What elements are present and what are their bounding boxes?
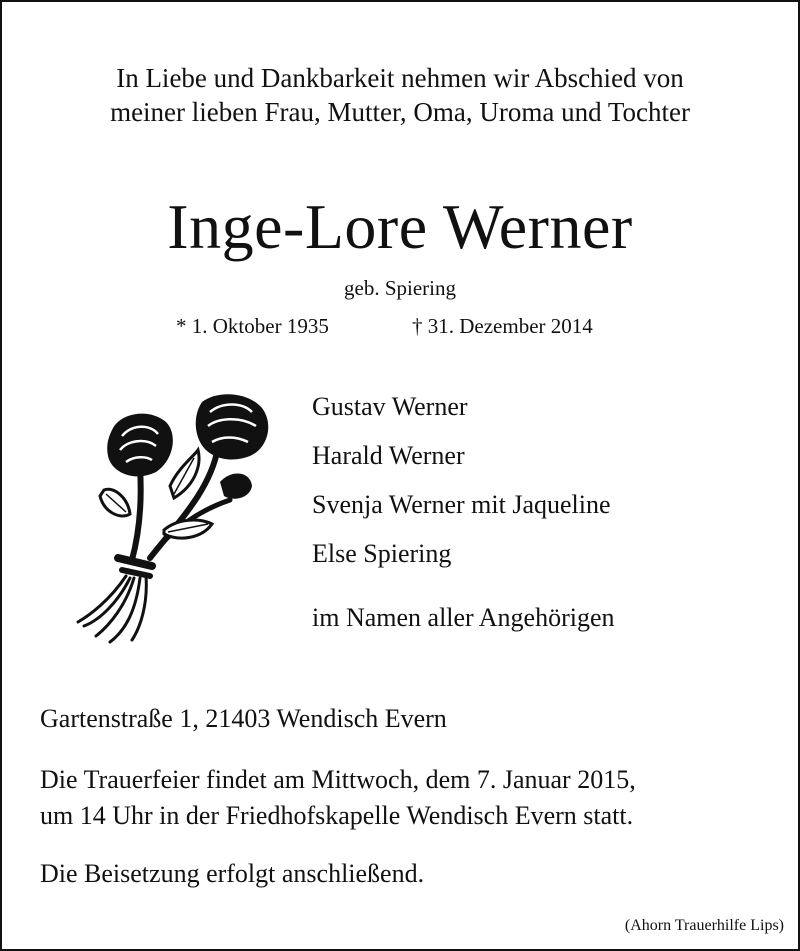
birth-date: * 1. Oktober 1935 — [176, 314, 329, 338]
service-line-1: Die Trauerfeier findet am Mittwoch, dem 7. Januar 2015, — [40, 765, 636, 794]
mourner-4: Else Spiering — [312, 539, 452, 568]
mourner-2: Harald Werner — [312, 441, 465, 470]
service-line-2: um 14 Uhr in der Friedhofskapelle Wendisch Evern statt. — [40, 801, 634, 830]
roses-icon — [70, 390, 290, 648]
mourner-1: Gustav Werner — [312, 392, 468, 421]
deceased-name: Inge-Lore Werner — [167, 191, 633, 262]
mourner-3: Svenja Werner mit Jaqueline — [312, 490, 611, 519]
intro-line-2: meiner lieben Frau, Mutter, Oma, Uroma und Tochter — [110, 97, 690, 127]
birth-name: geb. Spiering — [344, 276, 456, 300]
death-date: † 31. Dezember 2014 — [412, 314, 593, 338]
on-behalf-line: im Namen aller Angehörigen — [312, 603, 615, 632]
funeral-home-credit: (Ahorn Trauerhilfe Lips) — [624, 917, 784, 934]
intro-line-1: In Liebe und Dankbarkeit nehmen wir Abschied von — [116, 63, 684, 93]
burial-line: Die Beisetzung erfolgt anschließend. — [40, 859, 425, 888]
address: Gartenstraße 1, 21403 Wendisch Evern — [40, 704, 447, 733]
